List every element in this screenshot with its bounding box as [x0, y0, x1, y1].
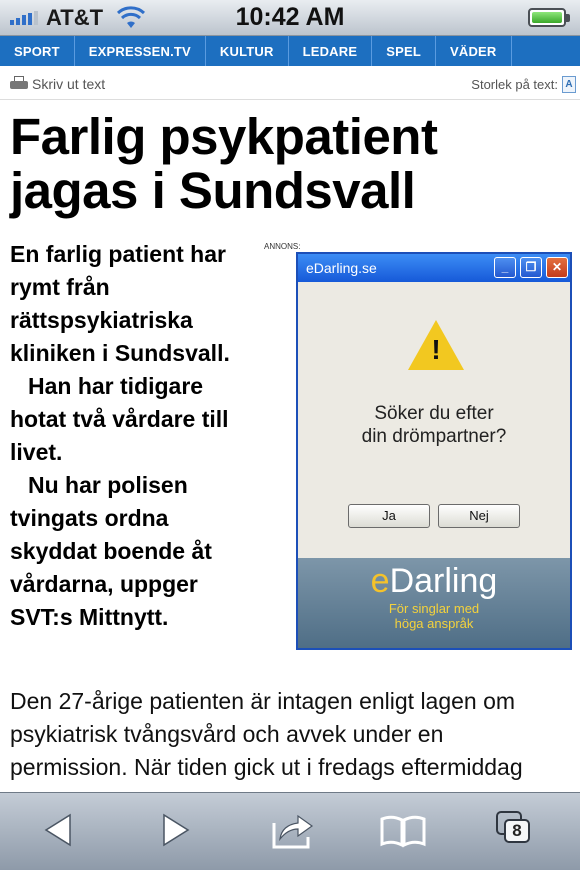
forward-icon[interactable]	[148, 807, 198, 853]
warning-icon: !	[408, 320, 464, 372]
nav-divider	[205, 36, 206, 66]
ad-label: ANNONS:	[264, 242, 301, 251]
lead-paragraph: Nu har polisen tvingats ordna skyddat boende åt vårdarna, uppger SVT:s Mittnytt.	[10, 472, 212, 630]
nav-item-spel[interactable]: SPEL	[386, 43, 421, 59]
ad-question	[298, 402, 570, 448]
share-icon[interactable]	[268, 807, 318, 853]
nav-item-expressen-tv[interactable]: EXPRESSEN.TV	[88, 43, 191, 59]
article-tools	[0, 70, 580, 100]
tab-count: 8	[504, 819, 530, 843]
article-lead	[10, 238, 260, 634]
bookmarks-icon[interactable]	[378, 807, 428, 853]
print-label: Skriv ut text	[32, 76, 106, 92]
printer-icon	[10, 76, 28, 92]
ad-brand-panel[interactable]	[298, 558, 570, 648]
nav-divider	[371, 36, 372, 66]
browser-toolbar	[0, 792, 580, 870]
section-nav	[0, 36, 580, 66]
status-bar	[0, 0, 580, 36]
back-icon[interactable]	[36, 807, 86, 853]
nav-divider	[435, 36, 436, 66]
ad-question-line: din drömpartner?	[361, 426, 507, 447]
carrier-name: AT&T	[46, 5, 104, 30]
ad-yes-button[interactable]: Ja	[348, 504, 430, 528]
close-icon[interactable]: ✕	[546, 257, 568, 278]
nav-item-vader[interactable]: VÄDER	[450, 43, 497, 59]
clock: 10:42 AM	[235, 3, 345, 31]
nav-divider	[74, 36, 75, 66]
ad-no-button[interactable]: Nej	[438, 504, 520, 528]
nav-divider	[288, 36, 289, 66]
edarling-ad[interactable]	[296, 252, 572, 650]
body-line: permission. När tiden gick ut i fredags eftermiddag	[10, 754, 523, 780]
article-body	[10, 685, 580, 790]
nav-item-kultur[interactable]: KULTUR	[219, 43, 274, 59]
body-line: psykiatrisk tvångsvård och avvek under en	[10, 721, 444, 747]
body-line: Den 27-årige patienten är intagen enligt lagen om	[10, 688, 516, 714]
nav-item-sport[interactable]: SPORT	[14, 43, 60, 59]
nav-divider	[511, 36, 512, 66]
print-link[interactable]	[10, 76, 105, 92]
tabs-icon[interactable]	[494, 807, 544, 853]
nav-item-ledare[interactable]: LEDARE	[302, 43, 358, 59]
edarling-logo: eDarling	[370, 562, 498, 600]
lead-paragraph: En farlig patient har rymt från rättspsykiatriska kliniken i Sundsvall.	[10, 241, 230, 366]
ad-window-title: eDarling.se	[306, 260, 377, 276]
restore-icon[interactable]: ❐	[520, 257, 542, 278]
ad-slogan: För singlar med höga anspråk	[388, 601, 480, 631]
battery-icon	[528, 8, 566, 27]
text-size-label: Storlek på text:	[471, 77, 558, 92]
ad-question-line: Söker du efter	[374, 403, 494, 424]
minimize-icon[interactable]: _	[494, 257, 516, 278]
text-size-button[interactable]: A	[562, 76, 576, 93]
ad-window-titlebar	[298, 254, 570, 282]
article-headline: Farlig psykpatient jagas i Sundsvall	[10, 108, 438, 219]
lead-paragraph: Han har tidigare hotat två vårdare till livet.	[10, 373, 229, 465]
